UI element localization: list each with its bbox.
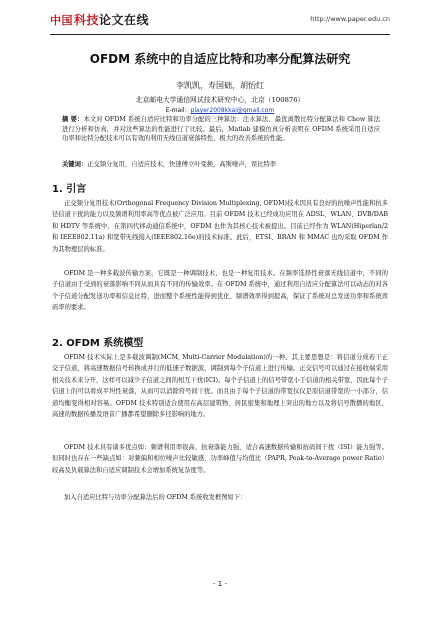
site-url[interactable]: http://www.paper.edu.cn	[310, 15, 390, 23]
paper-affiliation: 北京邮电大学通信网试技术研究中心，北京（100876）	[135, 96, 305, 104]
header-rule	[50, 34, 390, 35]
email-label: E-mail：	[165, 107, 191, 114]
intro-paragraph-2: OFDM 是一种多载波传输方案，它既是一种调制技术，也是一种复用技术。在频率选择性衰落无线信道中，不同的子信道由于受到的衰落影响不同从而具有不同的传输效率。在 OFDM 系统中，通过利用自适应分配算法可以动态的对各个子信道分配发送功率和信息比特，进而整个系统性能得到优化、频谱效率得到提高，保证了系统对总发送功率和系统误码率的要求。	[52, 270, 388, 312]
keywords-label: 关键词：	[62, 161, 88, 168]
abstract	[62, 115, 380, 144]
logo-dark-text: 论文在线	[99, 13, 150, 27]
keywords-text: 正交频分复用，自适应技术，快速傅立叶变换，高斯噪声，误比特率	[87, 161, 277, 168]
site-logo[interactable]	[50, 11, 149, 28]
paper-email	[40, 105, 400, 114]
logo-prefix: 中国	[50, 14, 73, 27]
logo-red-text: 科技	[74, 13, 100, 27]
email-link[interactable]: player2008kkai@gmail.com	[190, 107, 275, 114]
abstract-text: 本文对 OFDM 系统自适应比特和功率分配的三种算法：注水算法、最优离散比特分配算法和 Chow 算法进行分析和仿真，并对这些算法的性能进行了比较。最后，Matlab 建模仿真分析表明在 OFDM 系统采用自适应功率和比特分配技术可以有效的利用无线信道衰落特性，极大的改善系统的性能。	[62, 116, 380, 143]
intro-paragraph-1: 正交频分复用技术(Orthogonal Frequency Division Multiplexing, OFDM)技术因具有良好的抗噪声性能和抗多径信道干扰的能力以及频谱利用率高等优点被广泛应用。目前 OFDM 技术已经成功应用在 ADSL、WLAN、DVB/DAB 和 HDTV 等系统中，在第四代移动通信系统中，OFDM 也作为其核心技术被提出。目前已经作为 WLAN(Hiperlan/2 和 IEEE802.11a) 和宽带无线接入(IEEE802.16e)的技术标准。此后，ETSI、BRAN 和 MMAC 也均采取 OFDM 作为其物理层的标准。	[52, 200, 388, 253]
model-paragraph-1: OFDM 技术实际上是多载波调制(MCM, Multi-Carrier Modulation)的一种。其主要思想是：将信道分成若干正交子信道，将高速数据信号转换成并行的低速子数据流，调制到每个子信道上进行传输。正交信号可以通过在接收端采用相关技术来分开，这样可以减少子信道之间的相互干扰(ICI)。每个子信道上的信号带宽小于信道的相关带宽，因此每个子信道上的可以看成平坦性衰落，从而可以消除符号间干扰。而且由于每个子信道的带宽仅仅是原信道带宽的一小部分，信道均衡变得相对容易。OFDM 技术特别适合使用在高层建筑物、居民密集和地理上突出的地方以及将信号散播的地区，高速的数据传播及语音广播都希望删除多径影响的地方。	[52, 354, 388, 419]
abstract-label: 摘 要：	[62, 116, 84, 123]
section-heading-system-model: 2. OFDM 系统模型	[52, 338, 144, 349]
paper-authors: 李凯凯，寿国础，胡怡红	[176, 81, 264, 90]
paper-title: OFDM 系统中的自适应比特和功率分配算法研究	[89, 52, 351, 66]
keywords	[62, 160, 380, 170]
model-paragraph-2: OFDM 技术具有诸多优点如：频谱利用率很高、抗衰落能力强、适合高速数据传输和抗码间干扰（ISI）能力强等。但同时也存在一些缺点如：对频偏和相位噪声比较敏感、功率峰值与均值比（PAPR, Peak-to-Average power Ratio）较高及负载算法和自适应调制技术会增加系统复杂度等。	[52, 444, 388, 474]
section-heading-introduction: 1. 引言	[52, 184, 87, 195]
page-header	[0, 0, 440, 36]
page-number: - 1 -	[213, 580, 227, 588]
model-paragraph-3: 加入自适应比特与功率分配算法后的 OFDM 系统收发框图如下：	[64, 494, 247, 501]
